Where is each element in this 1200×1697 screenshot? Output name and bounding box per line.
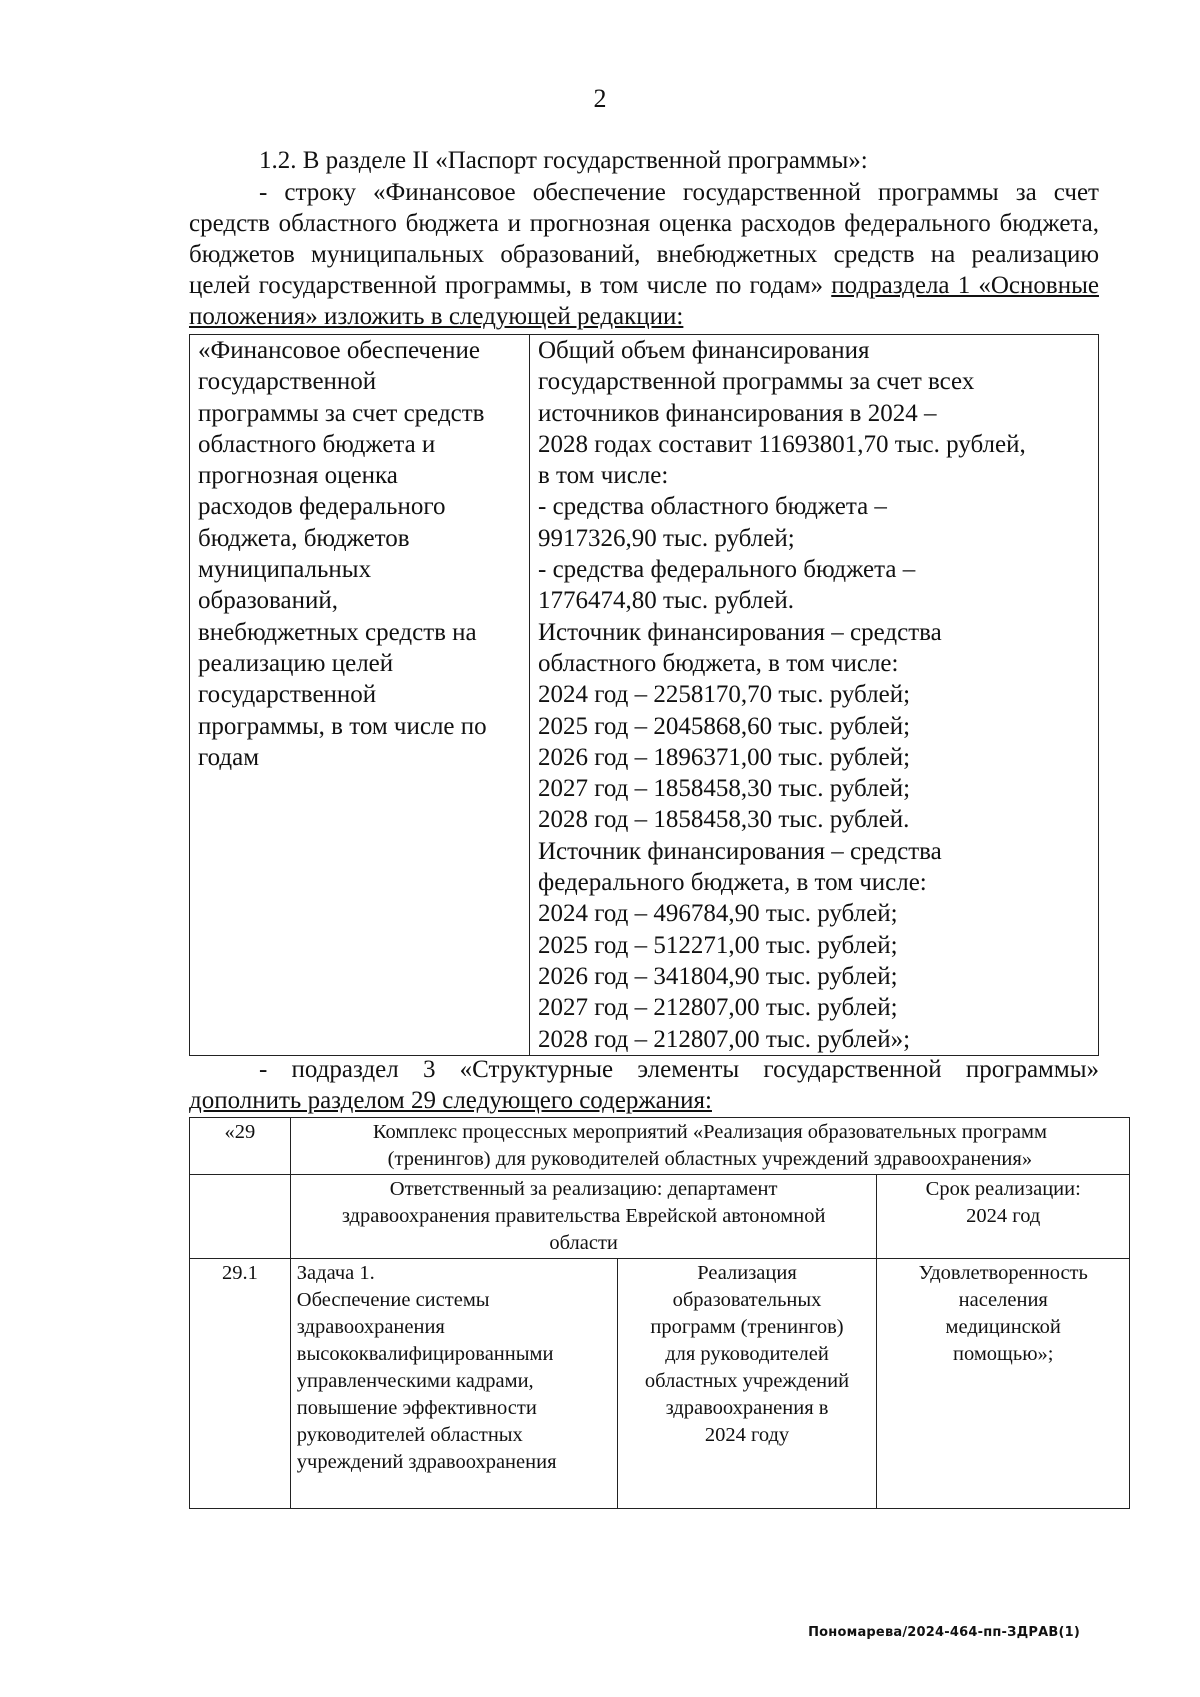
result-line: образовательных [672, 1289, 822, 1311]
financing-value-line: областного бюджета, в том числе: [538, 649, 899, 677]
amendment-item-1 [189, 177, 1099, 332]
financing-value-line: - средства федерального бюджета – [538, 556, 916, 584]
task-line: учреждений здравоохранения [296, 1451, 557, 1473]
responsible-line: области [549, 1232, 618, 1254]
financing-label-line: программы, в том числе по [198, 712, 487, 740]
financing-label-line: бюджета, бюджетов [198, 524, 410, 552]
financing-value-line: федерального бюджета, в том числе: [538, 869, 927, 897]
indicator-cell [877, 1259, 1130, 1509]
task-line: Обеспечение системы [296, 1289, 490, 1311]
term-cell [877, 1175, 1130, 1259]
result-line: Реализация [697, 1262, 797, 1284]
task-line: Задача 1. [296, 1262, 375, 1284]
financing-table [189, 334, 1099, 1056]
result-lines [624, 1260, 871, 1449]
financing-value-line: 2024 год – 2258170,70 тыс. рублей; [538, 681, 911, 709]
task-lines [297, 1260, 611, 1476]
financing-value-line: 2028 год – 212807,00 тыс. рублей»; [538, 1025, 911, 1053]
financing-label-line: расходов федерального [198, 493, 446, 521]
result-line: здравоохранения в [665, 1397, 829, 1419]
responsible-line: Ответственный за реализацию: департамент [389, 1178, 778, 1200]
task-line: высококвалифицированными [296, 1343, 554, 1365]
complex-row [190, 1118, 1130, 1175]
financing-value-line: 2028 год – 1858458,30 тыс. рублей. [538, 806, 910, 834]
financing-label-line: прогнозная оценка [198, 462, 398, 490]
financing-value-line: государственной программы за счет всех [538, 368, 975, 396]
financing-value-line: 1776474,80 тыс. рублей. [538, 587, 794, 615]
complex-title-lines [297, 1119, 1123, 1173]
task-line: руководителей областных [296, 1424, 523, 1446]
indicator-line: населения [958, 1289, 1048, 1311]
responsible-number [190, 1175, 291, 1259]
responsible-row [190, 1175, 1130, 1259]
result-line: областных учреждений [644, 1370, 850, 1392]
financing-value-line: источников финансирования в 2024 – [538, 399, 937, 427]
structural-elements-table [189, 1117, 1130, 1509]
amendment-item-1-text: - строку «Финансовое обеспечение государственной программы за счет средств областного бюджета и прогнозная оценка расходов федерального бюджета, бюджетов муниципальных образований, внебюджетных средств на реализацию целей государственной программы, в том числе по годам» [189, 179, 1099, 299]
indicator-line: медицинской [945, 1316, 1061, 1338]
page-number: 2 [593, 84, 607, 113]
financing-label-lines [198, 335, 521, 773]
result-cell [617, 1259, 877, 1509]
complex-title-cell [290, 1118, 1129, 1175]
amendment-item-2-text: - подраздел 3 «Структурные элементы государственной программы» [259, 1056, 1099, 1083]
financing-value-line: Источник финансирования – средства [538, 618, 942, 646]
financing-label-line: внебюджетных средств на [198, 618, 477, 646]
indicator-line: помощью»; [953, 1343, 1054, 1365]
indicator-line: Удовлетворенность [918, 1262, 1088, 1284]
financing-value-line: Общий объем финансирования [538, 337, 870, 364]
document-code: Пономарева/2024-464-пп-ЗДРАВ(1) [808, 1625, 1080, 1640]
task-row [190, 1259, 1130, 1509]
financing-value-cell [530, 335, 1099, 1056]
financing-value-line: - средства областного бюджета – [538, 493, 887, 521]
result-line: программ (тренингов) [650, 1316, 844, 1338]
financing-label-line: образований, [198, 587, 339, 615]
responsible-cell [290, 1175, 877, 1259]
section-heading: 1.2. В разделе II «Паспорт государственной программы»: [259, 147, 868, 174]
financing-value-line: 2027 год – 212807,00 тыс. рублей; [538, 994, 898, 1022]
term-lines [883, 1176, 1123, 1230]
financing-value-line: 2025 год – 2045868,60 тыс. рублей; [538, 712, 911, 740]
task-line: здравоохранения [296, 1316, 445, 1338]
financing-label-line: государственной [198, 368, 377, 396]
amendment-item-1-underlined: подраздела 1 «Основные положения» изложить в следующей редакции: [189, 272, 1099, 330]
result-line: для руководителей [665, 1343, 829, 1365]
financing-label-line: реализацию целей [198, 649, 394, 677]
financing-value-line: 9917326,90 тыс. рублей; [538, 524, 795, 552]
financing-value-line: 2026 год – 1896371,00 тыс. рублей; [538, 743, 911, 771]
financing-label-line: программы за счет средств [198, 399, 485, 427]
financing-label-line: годам [198, 743, 260, 771]
result-line: 2024 году [704, 1424, 790, 1446]
financing-label-line: муниципальных [198, 556, 372, 584]
task-line: повышение эффективности [296, 1397, 537, 1419]
financing-value-line: 2027 год – 1858458,30 тыс. рублей; [538, 775, 911, 803]
financing-label-line: «Финансовое обеспечение [198, 337, 480, 364]
financing-value-line: 2024 год – 496784,90 тыс. рублей; [538, 900, 898, 928]
task-cell [290, 1259, 617, 1509]
financing-value-line: 2025 год – 512271,00 тыс. рублей; [538, 931, 898, 959]
responsible-lines [297, 1176, 871, 1257]
financing-row [190, 335, 1099, 1056]
financing-value-line: 2028 годах составит 11693801,70 тыс. рублей, [538, 430, 1026, 458]
financing-value-line: в том числе: [538, 462, 669, 490]
financing-label-line: областного бюджета и [198, 430, 436, 458]
task-number: 29.1 [190, 1259, 291, 1509]
responsible-line: здравоохранения правительства Еврейской автономной [341, 1205, 826, 1227]
complex-title-line: (тренингов) для руководителей областных учреждений здравоохранения» [387, 1148, 1033, 1170]
amendment-item-2-underlined: дополнить разделом 29 следующего содержания: [189, 1087, 712, 1114]
term-line: Срок реализации: [925, 1178, 1081, 1200]
financing-label-line: государственной [198, 681, 377, 709]
complex-number: «29 [190, 1118, 291, 1175]
indicator-lines [883, 1260, 1123, 1368]
financing-value-line: Источник финансирования – средства [538, 837, 942, 865]
financing-value-line: 2026 год – 341804,90 тыс. рублей; [538, 962, 898, 990]
complex-title-line: Комплекс процессных мероприятий «Реализация образовательных программ [372, 1121, 1047, 1143]
term-line: 2024 год [966, 1205, 1041, 1227]
amendment-item-2 [189, 1054, 1099, 1116]
financing-value-lines [538, 335, 1090, 1055]
financing-label-cell [190, 335, 530, 1056]
task-line: управленческими кадрами, [296, 1370, 534, 1392]
